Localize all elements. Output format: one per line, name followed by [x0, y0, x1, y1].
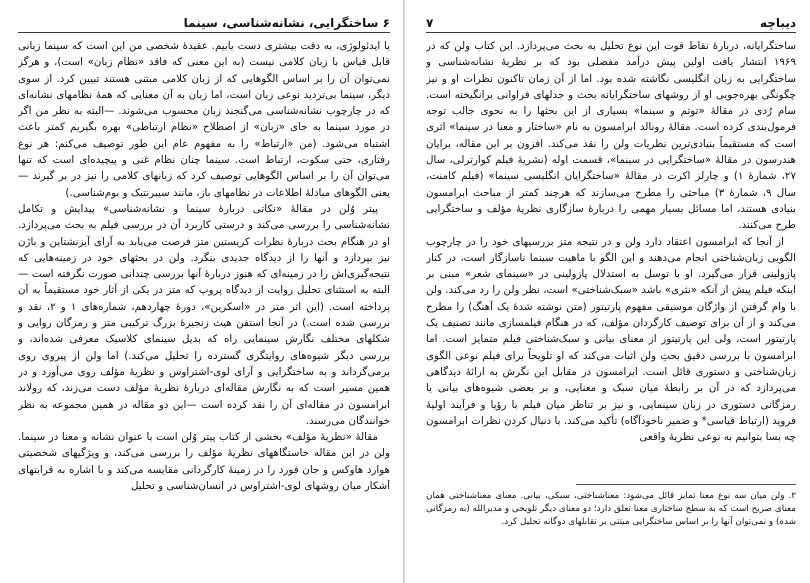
- running-header: [18, 12, 390, 33]
- paragraph: ساختگرایانه، دربارهٔ نقاط قوت این نوع تحلیل به بحث می‌پردازد. این کتاب ولن که در ۱۹۶۹ انتشار یافت اولین پیش درآمد مفصلی بود که بر نظریهٔ نشانه‌شناسی و ساختگرایی به زبان انگلیسی نگاشته شده بود. اما از آن زمان تاکنون نظرات او و نیز چگونگی بهره‌جویی او از روشهای ساختگرایانه بحث و جدلهای فراوانی برانگیخته است. سام رُدی در مقالهٔ «توتم و سینما» بسیاری از این بحثها را به نحوی جالب توجه فرمول‌بندی کرده است. مقالهٔ رونالد ابرامسون به نام «ساختار و معنا در سینما» اثری است که مستقیماً بنیادی‌ترین نظریات ولن را نقد می‌کند. افزون بر این مقاله، برایان هندرسون در مقالهٔ «ساختگرایی در سینما»، قسمت اوله (نشریهٔ فیلم کوارترلی، سال ۲۷، شمارهٔ ۱) و چارلز اکرت در مقالهٔ «ساختگرایان انگلیسی سینما» (فیلم کامنت، سال ۹، شمارهٔ ۳) مباحثی را مطرح می‌سازند که هرچند کمتر از مباحث ابرامسون بنیادی هستند، اما مسائل بسیار مهمی را دربارهٔ سازگاری نظریهٔ مؤلف و ساختگرایی طرح می‌کنند.: [426, 40, 796, 232]
- right-page: [426, 0, 796, 583]
- running-header-title: ۶ ساختگرایی، نشانه‌شناسی، سینما: [183, 16, 390, 30]
- running-header-title: دیباچه: [760, 16, 796, 30]
- footnote: ۲. ولن میان سه نوع معنا تمایز قائل می‌شود: معناشناختی، سبکی، بیانی. معنای معناشناختی همان معنای صریح است که به سطح ساختاری معنا تعلق دارد؛ دو معنای دیگر تلویحی و مدیرالله (به رمزگانی شده) و نمی‌توان آنها را بر اساس ساختگرایی مبتنی بر تقابلهای دوگانه تحلیل کرد.: [426, 491, 796, 527]
- book-gutter: [403, 0, 405, 583]
- left-page: [18, 0, 390, 583]
- running-header: [426, 12, 796, 33]
- paragraph: یا ایدئولوژی، به دقت بیشتری دست یابیم. عقیدهٔ شخصی من این است که سینما زبانی قابل قیاس با زبان کلامی نیست (به این معنی که فاقد «نظام زبان» است)، و هرگز نمی‌توان آن را بر اساس الگوهایی که از زبان کلامی مبتنی هستند تبیین کرد. از سوی دیگر، سینما بی‌تردید نوعی زبان است، اما زبان به آن معنایی که همهٔ نظامهای نشانه‌ای که در چارچوب نشانه‌شناسی می‌گنجند زبان محسوب می‌شوند. —البته به نظر من اگر در مورد سینما به جای «زبان» از اصطلاح «نظام ارتباطی» بهره بگیریم کمتر باعث اشتباه می‌شود. (من «ارتباط» را به مفهوم عام این طور توصیف می‌کنم: هر نوع رفتاری، حتی سکوت، ارتباط است. سینما چنان نظام غنی و پیچیده‌ای است که تنها می‌توان آن را بر اساس الگوهایی توصیف کرد که زبانهای کلامی را نیز در بر گیرند — یعنی الگوهای مبادلهٔ اطلاعات در نظامهای باز، مانند سیبرنتیک و بوم‌شناسی.): [18, 40, 390, 199]
- footnote-divider: [576, 484, 796, 485]
- paragraph: از آنجا که ابرامسون اعتقاد دارد ولن و در نتیجه متز بررسیهای خود را در چارچوب الگویی زبان‌شناختی انجام می‌دهند و این الگو با ماهیت سینما ناسازگار است، در کنار پازولینی قرار می‌گیرد. او با توسل به استدلال پازولینی در «سینمای شعر» مبنی بر اینکه فیلم پیش از آنکه «نثری» باشد «سبک‌شناختی» است، نظر ولن را رد می‌کند. ولن با وام گرفتن از واژگان موسیقی مفهوم پارتیتور (متن نوشته شدهٔ یک آهنگ) را مطرح می‌کند و از آن برای توصیف کارگردان مؤلف، که در هنگام فیلمسازی مانند تصنیف یک پارتیتور است، ولی این پارتیتور از معنای بیانی و سبک‌شناختی فیلم متمایز است. اما ابرامسون با بررسی دقیق بحثِ ولن اثبات می‌کند که او تلویحاً برای فیلم نوعی الگوی زبان‌شناختی و دستوری قائل است. ابرامسون در مقابل این نگرش به ارائهٔ دیدگاهی می‌پردازد که در آن بر رابطهٔ میان سبک و معنایی، و بر بعضی شیوه‌های بیانی یا رمزگانی دستوری در زبان سینمایی، و نیز بر تناظر میان فیلم با رؤیا و فرآیند اولیهٔ فروید (ارتباط قیاسی* و ضمیر ناخودآگاه) تأکید می‌کند. با دنبال کردن نظرات ابرامسون چه بسا بتوانیم به نوعی نظریهٔ واقعی: [426, 235, 796, 444]
- page-body: [426, 38, 796, 478]
- page-number: ۷: [426, 16, 434, 30]
- paragraph: پیتر وُلن در مقالهٔ «نکاتی دربارهٔ سینما و نشانه‌شناسی» پیدایش و تکامل نشانه‌شناسی را بررسی می‌کند و درستی کاربرد آن در بررسی فیلم به بحث می‌پردازد. او در هنگام بحث دربارهٔ نظرات کریستین متز فرصت می‌یابد به آرای آیزنشتاین و بازَن نیز بپردازد و آنها را از دیدگاه جدیدی بنگرد. ولن در بحثهای خود در زمینه‌هایی که نتیجه‌گیری‌اش را در زمینه‌ای که هنوز دربارهٔ آنها بررسی چندانی صورت نگرفته است —البته به استثنای تحلیل روایت از دیدگاه پروپ که متز در یکی از آثار خود مستقیماً به آن پرداخته است. (این اثر متز در «اسکرین»، دورهٔ چهاردهم، شماره‌های ۱ و ۲، نقد و بررسی شده است.) در آنجا استفن هیث زنجیرهٔ بزرگ ترکیبی متز و رمزگان روایی و شکلهای مختلف نگارش سینمایی راه که بدیل سینمای کلاسیک معرفی شده‌اند، و بررسی دیگر شیوه‌های روایتگری گسترده را تحلیل می‌کند.) اما ولن از پیروی روی برمی‌گرداند و به ساختگرایی و آرای لوی-اشتراوس و نظریهٔ مؤلف روی می‌آورد و در همین مسیر است که به نگارش مقاله‌ای دربارهٔ نظریهٔ مؤلف دست می‌زند، که رولاند ابرامسون در مقاله‌ای آن را نقد کرده است —این دو مقاله در همین مجموعه به نظر خوانندگان می‌رسند.: [18, 202, 390, 427]
- paragraph: مقالهٔ «نظریهٔ مؤلف» بخشی از کتاب پیتر وُلن است با عنوان نشانه و معنا در سینما. ولن در این مقاله خاستگاههای نظریهٔ مؤلف را بررسی می‌کند، و ویژگیهای شخصیتی هوارد هاوکس و جان فورد را در زمینهٔ کارگردانی مقایسه می‌کند و با اشاره به قرابتهای آشکار میان روشهای لوی-اشتراوس در انسان‌شناسی و تحلیل: [18, 431, 390, 493]
- page-body: [18, 38, 390, 494]
